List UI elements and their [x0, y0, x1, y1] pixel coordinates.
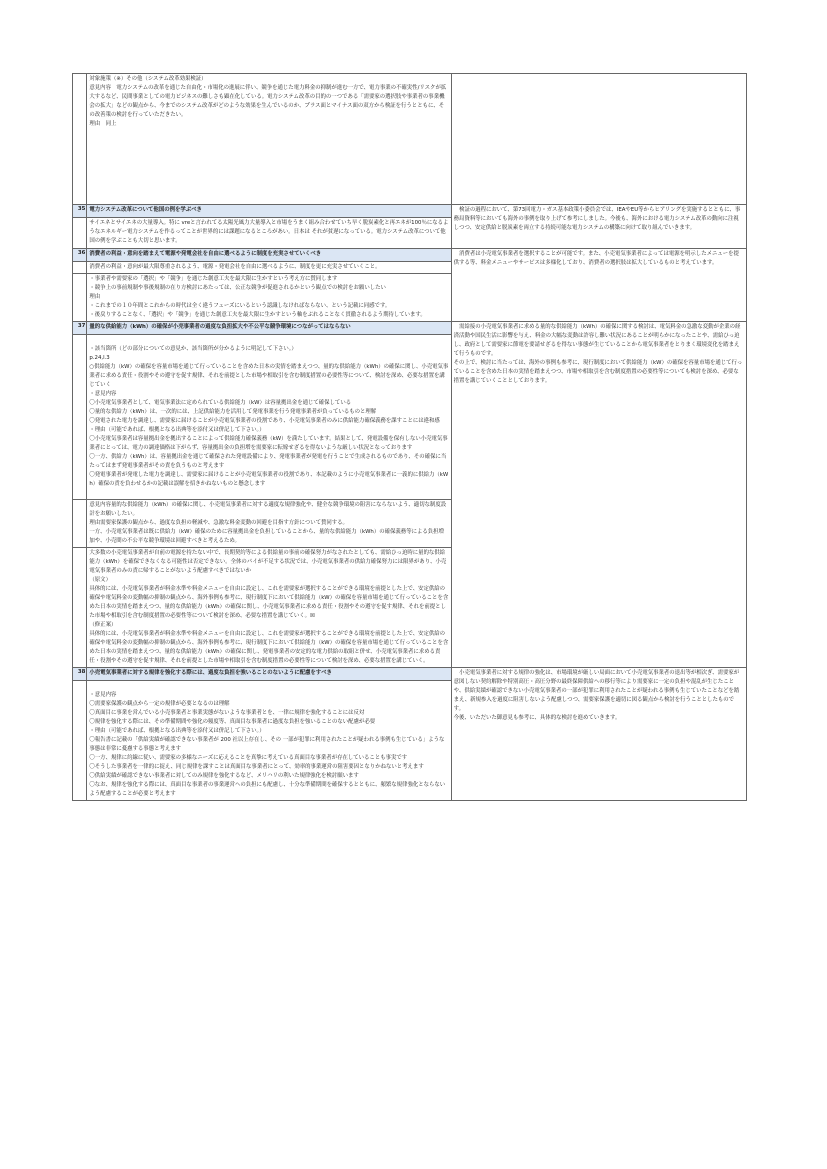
opinion-line: 〇発電事業者が発電した電力を調達し、需要家に届けることが小売電気事業者の役割であり、本記載のように小売電気事業者に一義的に供給力（kWh）確保の責を負わせるかの記載は誤解を招きかねないものと懸念します [89, 472, 449, 487]
response-cell: 小売電気事業者に対する規律の強化は、市場環境が厳しい局面において小売電気事業者の退出等が相次ぎ、需要家が意図しない契約解除や特別高圧・高圧分野の最終保障供給への移行等により需要家に一定の負担や混乱が生じたことや、供給実績が確認できない小売電気事業者の一部が犯罪に利用されたことが疑われる事例も生じていたことなどを踏まえ、新規参入を過度に阻害しないよう配慮しつつ、需要家保護を適切に図る観点から検討を行うこととしたものです。 今後、いただいた御意見も参考に、具体的な検討を進めていきます。 [451, 668, 746, 801]
opinion-line: 意見内容量的な供給能力（kWh）の確保に関し、小売電気事業者に対する適度な規律強化や、健全な競争環境の阻害にならないよう、適切な制度設計をお願いしたい。 [89, 502, 447, 517]
item-title: 消費者の利益・意向を踏まえて電源や発電会社を自由に選べるように制度を充実させていくべき [87, 249, 451, 262]
opinion-line [89, 489, 448, 498]
response-cell: 検証の過程において、第73回電力・ガス基本政策小委員会では、IEAやEU等からヒアリングを実施するとともに、事務局資料等においても海外の事例を取り上げて参考にしました。今後も、海外における電力システム改革の動向に注視しつつ、安定供給と脱炭素を両立する持続可能な電力システムの構築に向けて取り組んでいきます。 [451, 205, 746, 249]
opinion-cell [87, 500, 451, 548]
item-number: 35 [73, 205, 87, 218]
opinion-line: 理由 [89, 294, 101, 300]
opinion-line: 具体的には、小売電気事業者が料金水準や料金メニューを自由に設定し、これを需要家が選択することができる環境を前提とした上で、安定供給の確保や電気料金の変動幅の抑制の観点から、海外事例も参考に、現行制度下において供給能力（kW）の確保を容量市場を通じて行っていることを含めた日本の実情を踏まえつつ、量的な供給能力（kWh）の確保に関し、発電事業者の安定的な電力供給の取組と併せ、小売電気事業者に求める責任・役割やその遵守を促す規律、それを前提とした市場や相取引を含む制度措置の必要性等について検討を深め、必要な措置を講じていく。 [89, 631, 449, 664]
opinion-line: 〇なお、規律を強化する際には、真面目な事業者の事業運営への負担にも配慮し、十分な準備期間を確保するとともに、頻繁な規律強化とならないよう配慮することが必要と考えます [89, 782, 446, 797]
opinion-line: ・これまでの１０年間とこれからの時代は全く違うフェーズにいるという認識しなければならない、という記載に同感です。 [89, 303, 391, 309]
opinion-line: 理由 同上 [89, 121, 117, 127]
opinion-line: 〇一方、規律に約線に従い、需要家の多様なニーズに応えることを真摯に考えている真面目な事業者が存在していることも事実です [89, 755, 408, 761]
opinion-line: 〇真面目に事業を営んでいる小売事業者と事業実態がないような事業者とを、一律に規律を強化することには反対 [89, 710, 365, 716]
opinion-cell [87, 218, 451, 249]
public-comment-table [72, 73, 747, 801]
item-number: 36 [73, 249, 87, 262]
opinion-cell [87, 262, 451, 274]
opinion-line: ・競争上の事前規制や事後規制の在り方検討にあたっては、公正な競争が促進されるかという観点での検討をお願いしたい [89, 285, 386, 291]
opinion-line: ・事業者や需要家の「選択」や「競争」を通じた創意工夫を最大限に生かすという考え方に賛同します [89, 276, 338, 282]
opinion-line: ・理由（可能であれば、根拠となる出典等を添付又は併記して下さい。） [89, 427, 265, 433]
opinion-line: ・意見内容 [89, 692, 117, 698]
item-header-row [73, 322, 747, 335]
opinion-line: 〇一方、供給力（kWh）は、容量拠出金を通じて確保された発電設備により、発電事業者が発電を行うことで生成されるものであり、その確保に当たってはまず発電事業者がその責を負うものと考えます [89, 454, 447, 469]
item-header-row [73, 249, 747, 262]
opinion-line: （修正案） [89, 622, 117, 628]
row-number-cell [73, 262, 87, 274]
opinion-line: 〇供給実績が確認できない事業者に対してのみ規律を強化するなど、メリハリの利いた規律強化を検討願います [89, 773, 359, 779]
opinion-cell [87, 74, 451, 205]
row-number-cell [73, 548, 87, 668]
opinion-line: 対象施策（※）その他（システム改革効果検証） [89, 76, 207, 82]
opinion-line: ・後戻りすることなく、「選択」や「競争」を通じた創意工夫を最大限に生かすという軸をぶれることなく貫徹されるよう期待しています。 [89, 312, 426, 318]
opinion-line [89, 682, 448, 691]
opinion-line: 〇報告書に記載の「供給実績が確認できない事業者が 200 社以上存在し、その 一部が犯罪に利用されたことが疑われる事例も生じている」ような事態は非常に憂慮する事態と考えます [89, 737, 445, 752]
row-number-cell [73, 681, 87, 801]
opinion-line: ・理由（可能であれば、根拠となる出典等を添付又は併記して下さい。） [89, 728, 265, 734]
row-number-cell [73, 274, 87, 322]
opinion-cell [87, 274, 451, 322]
opinion-line: ・該当箇所（どの部分についての意見か、該当箇所が分かるように明記して下さい。） [89, 346, 297, 352]
row-number-cell [73, 335, 87, 500]
comment-table-sheet [72, 73, 747, 801]
row-number-cell [73, 218, 87, 249]
opinion-line: ○供給能力（kW）の確保を容量市場を通じて行っていることを含めた日本の実情を踏まえつつ、量的な供給能力（kWh）の確保に関し、小売電気事業者に求める責任・役割やその遵守を促す規律、それを前提とした市場や相取引を含む制度措置の必要性等について、検討を深め、必要な措置を講じていく [89, 364, 449, 388]
opinion-cell [87, 335, 451, 500]
opinion-line: 〇量的な供給力（kWh）は、一次的には、上記供給能力を活用して発電事業を行う発電事業者が負っているものと理解 [89, 409, 377, 415]
item-number: 38 [73, 668, 87, 681]
opinion-line: 具体的には、小売電気事業者が料金水準や料金メニューを自由に設定し、これを需要家が選択することができる環境を前提とした上で、安定供給の確保や電気料金の変動幅の抑制の観点から、海外事例も参考に、現行制度下において供給能力（kW）の確保を容量市場を通じて行っていることを含めた日本の実情を踏まえつつ、量的な供給能力（kWh）の確保に関し、小売電気事業者に求める責任・役割やその遵守を促す規律、それを前提とした市場や相取引を含む制度措置の必要性等について検討を深め、必要な措置を講じていく。☒ [89, 586, 449, 619]
opinion-line: ・意見内容 [89, 391, 117, 397]
opinion-line [89, 336, 448, 345]
opinion-cell [87, 681, 451, 801]
opinion-line: 一方、小売電気事業者は既に供給力（kW）確保のために容量拠出金を負担していることから、量的な供給能力（kWh）の確保義務等による負担増加や、小売間の不公平な競争環境は回避すべきと考えるため。 [89, 529, 444, 544]
item-title: 量的な供給能力（kWh）の確保が小売事業者の過度な負担拡大や不公平な競争環境につながってはならない [87, 322, 451, 335]
opinion-line: 消費者の利益・意向が最大限尊重されるよう、電源・発電会社を自由に選べるように、制度を更に充実させていくこと。 [89, 264, 381, 270]
row-number-cell [73, 500, 87, 548]
item-header-row [73, 205, 747, 218]
item-header-row [73, 668, 747, 681]
item-title: 小売電気事業者に対する規律を強化する際には、過度な負担を強いることのないように配慮をすべき [87, 668, 451, 681]
response-cell [451, 74, 746, 205]
opinion-line: p.24,l.3 [89, 355, 110, 361]
opinion-line: 理由需要家保護の観点から、過度な負担の軽減や、急激な料金変動の回避を目指す方針について賛同する。 [89, 520, 348, 526]
opinion-line: サイエネとサイエネの大量導入。特に vreと言われてる太陽光風力大量導入と市場をうまく組み合わせていち早く脱炭素化と再エネが100％になるようなエネルギー電力システムを作るってことが世界的には課題になるところがあい。日本は それが貧遅になっている。電力システム改革について他国の例を学ぶことも大切と思います。 [89, 220, 449, 244]
response-cell: 需給接の小売電気事業者に求める量的な供給能力（kWh）の確保に関する検討は、電気料金の急激な変動が企業の経済活動や国民生活に影響を与え、料金の大幅な変動は許容し難い状況にあることが明らかになったことや、需給ひっ迫し、政府として需要家に節電を要請せざるを得ない事態が生じていることから電気事業者をとりまく環境変化を踏まえて行うものです。 その上で、検討に当たっては、海外の事例も参考に、現行制度において供給能力（kW）の確保を容量市場を通じて行っていることを含めた日本の実情を踏まえつつ、市場や相取引を含む制度措置の必要性等についても検討を深め、必要な措置を講じていくこととしております。 [451, 322, 746, 668]
response-cell: 消費者は小売電気事業者を選択することが可能です。また、小売電気事業者によっては電源を明示したメニューを提供する等、料金メニューやサービスは多様化しており、消費者の選択肢は拡大しているものと考えています。 [451, 249, 746, 322]
opinion-line: 〇小売電気事業者は容量拠出金を拠出することによって供給能力確保義務（kW）を満たしています。結果として、発電設備を保有しない小売電気事業者にとっては、電力の調達価格は下がらず、容量拠出金の負担増を需要家に転嫁せざるを得ないような厳しい状況となっております [89, 436, 448, 451]
item-number: 37 [73, 322, 87, 335]
opinion-line: 意見内容 電力システムの改革を通じた自由化・市場化の進展に伴い、競争を通じた電力料金の抑制が進む一方で、電力事業の不確実性/リスクが拡大するなど、民間事業としての電力ビジネスの難しさも顕在化している。電力システム改革の目的の一つである「需要家の選択肢や事業者の事業機会の拡大」などの観点から、今までのシステム改革がどのような効果を生んでいるのか、プラス面とマイナス面の双方から検証を行うとともに、その改善策の検討を行っていただきたい。 [89, 85, 447, 118]
opinion-line: 〇規律を強化する際には、その準備期間や強化の頻度等、真面目な事業者に過度な負担を強いることのない配慮が必要 [89, 719, 376, 725]
item-title: 電力システム改革について他国の例を学ぶべき [87, 205, 451, 218]
opinion-line: 〇そうした事業者を一律的に捉え、同じ規律を課すことは真面目な事業者にとって、効率的事業運営の阻害要因となりかねないと考えます [89, 764, 424, 770]
opinion-line: 〇小売電気事業者として、電気事業法に定められている供給能力（kW）は容量拠出金を通じて確保している [89, 400, 352, 406]
row-number-cell [73, 74, 87, 205]
opinion-line: 〇発電された電力を調達し、需要家に届けることが小売電気事業者の役割であり、小売電気事業者のみに供給能力確保義務を課すことには違和感 [89, 418, 440, 424]
opinion-cell [87, 548, 451, 668]
table-row [73, 74, 747, 205]
opinion-line: （原文） [89, 577, 111, 583]
opinion-line: 大多数の小売電気事業者が自前の電源を持たない中で、長期契約等による供給量の事前の確保努力がなされたとしても、需給ひっ迫時に量的な供給能力（kWh）を確保できなくなる可能性は否定できない。全体のパイが不足する状況では、小売電気事業者の供給力確保努力には限界があり、小売電気事業者のみの責に帰することがないよう配慮すべきではないか [89, 550, 447, 574]
opinion-line: 〇需要家保護の観点から一定の規律が必要となるのは理解 [89, 701, 230, 707]
